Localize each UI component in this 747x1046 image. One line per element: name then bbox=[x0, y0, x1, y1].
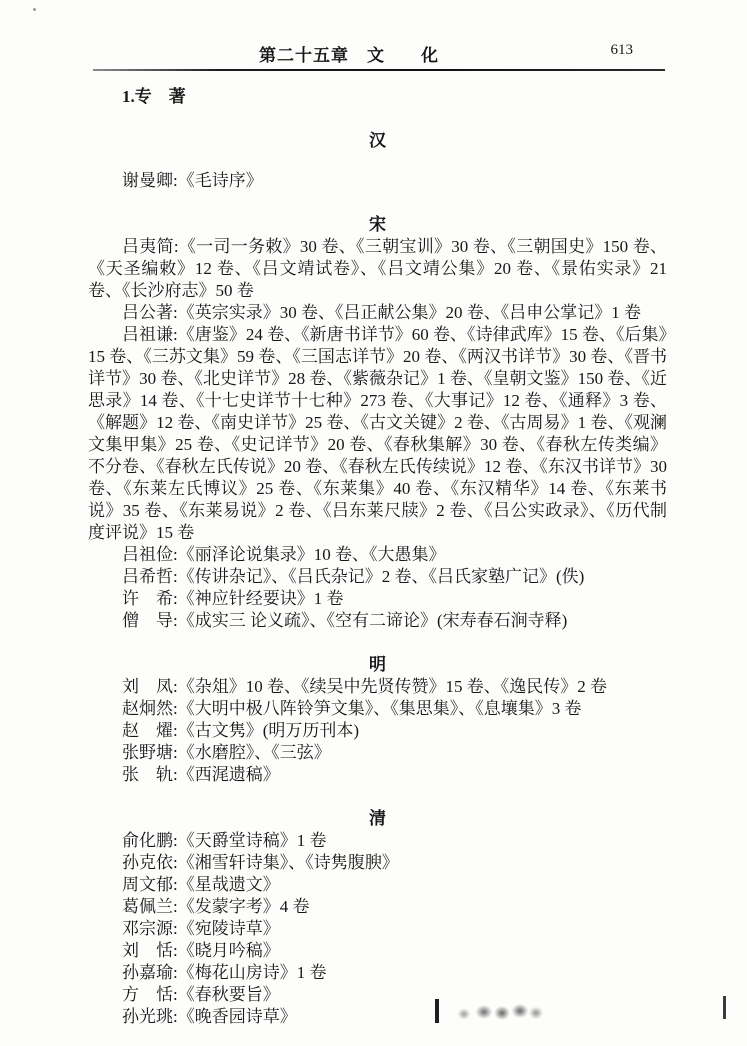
bibliography-entry: 赵 燿:《古文隽》(明万历刊本) bbox=[122, 721, 360, 740]
bibliography-entry: 孙光珧:《晚香园诗草》 bbox=[122, 1007, 297, 1026]
header-rule bbox=[93, 69, 665, 71]
bibliography-entry: 吕夷简:《一司一务敕》30 卷、《三朝宝训》30 卷、《三朝国史》150 卷、《天圣编敕》12 卷、《吕文靖试卷》、《吕文靖公集》20 卷、《景佑实录》21 卷、《长沙府志》50 卷 bbox=[88, 237, 667, 300]
dynasty-list bbox=[88, 130, 667, 1028]
page-body bbox=[88, 86, 667, 1028]
bibliography-entry: 方 恬:《春秋要旨》 bbox=[122, 985, 280, 1004]
bibliography-entry: 孙嘉瑜:《梅花山房诗》1 卷 bbox=[122, 963, 327, 982]
bibliography-entry: 吕希哲:《传讲杂记》、《吕氏杂记》2 卷、《吕氏家塾广记》(佚) bbox=[122, 567, 585, 586]
scan-artifact-bar bbox=[723, 996, 726, 1019]
dynasty-section bbox=[88, 214, 667, 632]
bibliography-entry: 赵炯然:《大明中极八阵铃笋文集》、《集思集》、《息壤集》3 卷 bbox=[122, 699, 582, 718]
dynasty-heading: 清 bbox=[369, 809, 386, 828]
bibliography-entry: 谢曼卿:《毛诗序》 bbox=[122, 171, 263, 190]
bibliography-entry: 邓宗源:《宛陵诗草》 bbox=[122, 919, 280, 938]
bibliography-entry: 吕祖谦:《唐鉴》24 卷、《新唐书详节》60 卷、《诗律武库》15 卷、《后集》15 卷、《三苏文集》59 卷、《三国志详节》20 卷、《两汉书详节》30 卷、《晋书详节》30 卷、《北史详节》28 卷、《紫薇杂记》1 卷、《皇朝文鉴》150 卷、《近思录》14 卷、《十七史详节十七种》273 卷、《大事记》12 卷、《通释》3 卷、《解题》12 卷、《南史详节》25 卷、《古文关键》2 卷、《古周易》1 卷、《观澜文集甲集》25 卷、《史记详节》20 卷、《春秋集解》30 卷、《春秋左传类编》不分卷、《春秋左氏传说》20 卷、《春秋左氏传续说》12 卷、《东汉书详节》30 卷、《东莱左氏博议》25 卷、《东莱集》40 卷、《东汉精华》14 卷、《东莱书说》35 卷、《东莱易说》2 卷、《吕东莱尺牍》2 卷、《吕公实政录》、《历代制度评说》15 卷 bbox=[88, 325, 667, 542]
dynasty-section bbox=[88, 808, 667, 1028]
bibliography-entry: 吕祖俭:《丽泽论说集录》10 卷、《大愚集》 bbox=[122, 545, 446, 564]
section-label: 1.专 著 bbox=[122, 87, 186, 106]
scan-artifact-bar bbox=[435, 999, 439, 1023]
bibliography-entry: 周文郁:《星哉遗文》 bbox=[122, 875, 280, 894]
bibliography-entry: 俞化鹏:《天爵堂诗稿》1 卷 bbox=[122, 831, 327, 850]
bibliography-entry: 刘 恬:《晓月吟稿》 bbox=[122, 941, 280, 960]
dynasty-heading: 宋 bbox=[369, 215, 386, 234]
bibliography-entry: 吕公著:《英宗实录》30 卷、《吕正献公集》20 卷、《吕申公掌记》1 卷 bbox=[122, 303, 641, 322]
bibliography-entry: 孙克依:《湘雪轩诗集》、《诗隽腹腴》 bbox=[122, 853, 399, 872]
bibliography-entry: 许 希:《神应针经要诀》1 卷 bbox=[122, 589, 344, 608]
page-number: 613 bbox=[610, 42, 633, 58]
bibliography-entry: 张野塘:《水磨腔》、《三弦》 bbox=[122, 743, 331, 762]
bibliography-entry: 张 轨:《西浘遗稿》 bbox=[122, 765, 280, 784]
bibliography-entry: 葛佩兰:《发蒙字考》4 卷 bbox=[122, 897, 310, 916]
bibliography-entry: 刘 凤:《杂俎》10 卷、《续吴中先贤传赞》15 卷、《逸民传》2 卷 bbox=[122, 677, 607, 696]
scan-speck bbox=[33, 8, 36, 11]
chapter-title: 第二十五章 文 化 bbox=[259, 46, 439, 65]
scan-artifact-smudge bbox=[450, 1000, 546, 1024]
dynasty-heading: 明 bbox=[369, 655, 386, 674]
dynasty-heading: 汉 bbox=[369, 131, 386, 150]
running-head bbox=[93, 41, 665, 63]
dynasty-section bbox=[88, 654, 667, 786]
dynasty-section bbox=[88, 130, 667, 192]
bibliography-entry: 僧 导:《成实三 论义疏》、《空有二谛论》(宋寿春石涧寺释) bbox=[122, 611, 568, 630]
